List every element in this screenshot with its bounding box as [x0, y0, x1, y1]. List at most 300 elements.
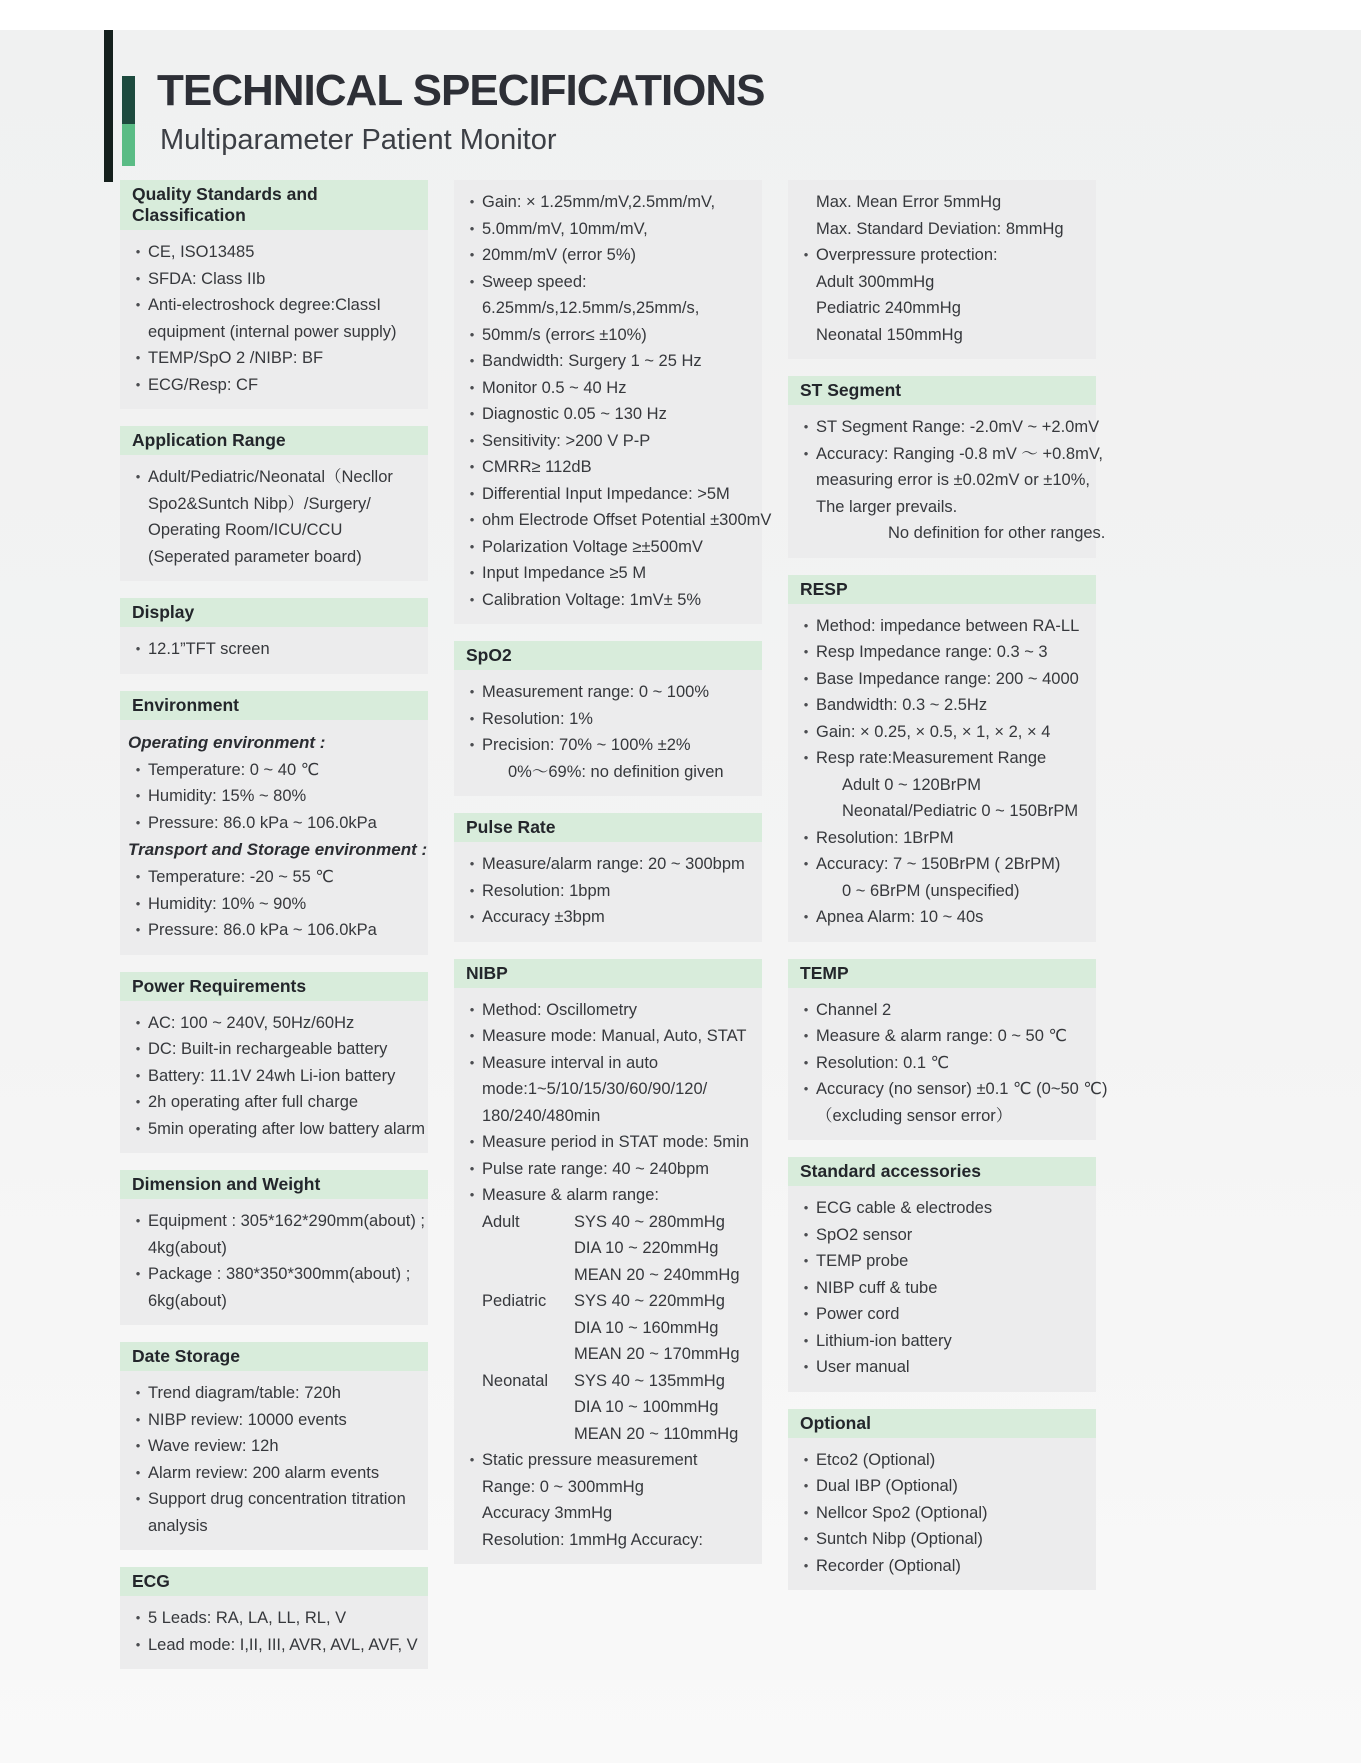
spec-item [462, 189, 754, 216]
spec-item [128, 292, 420, 319]
bullet-icon: • [803, 697, 809, 712]
bullet-icon: • [469, 909, 475, 924]
spec-item-text: Humidity: 10% ~ 90% [148, 894, 307, 913]
bullet-icon: • [803, 1081, 809, 1096]
spec-item [128, 1208, 426, 1235]
spec-item-text: SFDA: Class IIb [148, 269, 266, 288]
spec-item [462, 401, 754, 428]
spec-item [462, 1129, 754, 1156]
bullet-icon: • [803, 856, 809, 871]
bullet-icon: • [135, 761, 141, 777]
bullet-icon: • [469, 1187, 475, 1202]
range-row-value: DIA 10 ~ 100mmHg [574, 1398, 719, 1416]
spec-item-text: Diagnostic 0.05 ~ 130 Hz [482, 405, 667, 423]
section-body [788, 180, 1096, 359]
spec-item-text: 0%～69%: no definition given [508, 762, 724, 781]
bullet-icon: • [135, 895, 141, 911]
spec-item [796, 414, 1100, 441]
spec-item [462, 1447, 754, 1474]
spec-item-text: Suntch Nibp (Optional) [816, 1530, 983, 1548]
section-header: Display [120, 598, 428, 627]
bullet-icon: • [469, 247, 475, 262]
spec-item [796, 1553, 1088, 1580]
section-body [454, 670, 762, 796]
spec-item-text: Accuracy: Ranging -0.8 mV ～ +0.8mV, [816, 444, 1103, 463]
spec-item-text: Pressure: 86.0 kPa ~ 106.0kPa [148, 813, 377, 832]
bullet-icon: • [803, 1200, 809, 1215]
spec-item-text: Precision: 70% ~ 100% ±2% [482, 736, 691, 754]
spec-item-text: Method: impedance between RA-LL [816, 616, 1080, 635]
spec-item [796, 1023, 1088, 1050]
spec-item-text: 20mm/mV (error 5%) [482, 246, 637, 264]
spec-item [128, 1036, 420, 1063]
spec-item [128, 517, 420, 544]
section-body [788, 405, 1106, 558]
spec-item-text: Measure & alarm range: 0 ~ 50 ℃ [816, 1027, 1068, 1045]
spec-item-continuation: equipment (internal power supply) [148, 322, 397, 341]
spec-item [462, 481, 754, 508]
section-body [788, 988, 1108, 1141]
spec-item-text: Polarization Voltage ≥±500mV [482, 537, 703, 556]
spec-item-text: Battery: 11.1V 24wh Li-ion battery [148, 1066, 396, 1085]
bullet-icon: • [135, 922, 141, 937]
bullet-icon: • [135, 1464, 141, 1480]
spec-item [128, 1063, 420, 1090]
spec-item-text: 5.0mm/mV, 10mm/mV, [482, 219, 648, 238]
spec-column-2 [454, 180, 772, 1581]
bullet-icon: • [469, 565, 475, 580]
bullet-icon: • [803, 1451, 809, 1467]
bullet-icon: • [135, 270, 141, 286]
bullet-icon: • [803, 1504, 809, 1520]
range-row-value: MEAN 20 ~ 170mmHg [574, 1345, 740, 1363]
spec-item [128, 636, 420, 663]
spec-range-row [462, 1288, 754, 1315]
range-row-label [482, 1421, 574, 1448]
spec-item-text: CMRR≥ 112dB [482, 458, 592, 476]
section-body [788, 1186, 1096, 1392]
bullet-icon: • [469, 1134, 475, 1149]
bullet-icon: • [135, 469, 141, 484]
range-row-value: MEAN 20 ~ 110mmHg [574, 1424, 739, 1443]
bullet-icon: • [135, 1636, 141, 1652]
bullet-icon: • [135, 1213, 141, 1228]
spec-item-text: No definition for other ranges. [888, 524, 1106, 542]
spec-item-text: Method: Oscillometry [482, 1000, 637, 1019]
spec-item [128, 1288, 420, 1315]
spec-item-continuation: Operating Room/ICU/CCU [148, 521, 343, 539]
spec-item [128, 1513, 420, 1540]
spec-item [462, 322, 754, 349]
spec-item [128, 1010, 420, 1037]
spec-item-continuation: (Seperated parameter board) [148, 547, 362, 566]
section-header: NIBP [454, 959, 762, 988]
section-body [120, 1199, 428, 1325]
spec-item [462, 1474, 754, 1501]
spec-item-text: Nellcor Spo2 (Optional) [816, 1503, 988, 1522]
bullet-icon: • [469, 538, 475, 554]
section-body [120, 455, 428, 581]
bullet-icon: • [135, 869, 141, 884]
spec-item-text: Sweep speed: [482, 272, 587, 291]
spec-item-text: Differential Input Impedance: >5M [482, 484, 730, 503]
bullet-icon: • [135, 1014, 141, 1030]
spec-item-text: NIBP review: 10000 events [148, 1410, 347, 1429]
spec-item-text: 2h operating after full charge [148, 1093, 359, 1111]
spec-item-text: Temperature: -20 ~ 55 ℃ [148, 868, 334, 886]
bullet-icon: • [135, 1385, 141, 1400]
section-temp [788, 959, 1108, 1141]
spec-item-text: Static pressure measurement [482, 1451, 698, 1469]
spec-item [128, 1261, 420, 1288]
spec-item [462, 904, 754, 931]
section-power-requirements [120, 972, 428, 1154]
spec-item-text: Etco2 (Optional) [816, 1450, 936, 1469]
bullet-icon: • [803, 829, 809, 845]
section-quality-standards-and-classification [120, 180, 428, 409]
bullet-icon: • [469, 379, 475, 395]
spec-item [462, 1156, 754, 1183]
spec-item [462, 706, 754, 733]
spec-item-text: Alarm review: 200 alarm events [148, 1463, 380, 1482]
spec-item [128, 757, 420, 784]
spec-item-text: Overpressure protection: [816, 246, 998, 264]
spec-item [462, 997, 754, 1024]
spec-item [462, 534, 754, 561]
spec-item-text: Humidity: 15% ~ 80% [148, 787, 307, 805]
spec-item-text: 12.1”TFT screen [148, 640, 270, 658]
spec-item [128, 239, 420, 266]
spec-item-text: Neonatal/Pediatric 0 ~ 150BrPM [842, 802, 1079, 820]
spec-column-3 [788, 180, 1108, 1607]
spec-item-text: Anti-electroshock degree:ClassI [148, 296, 381, 314]
bullet-icon: • [803, 909, 809, 924]
spec-item [462, 1023, 754, 1050]
bullet-icon: • [469, 1054, 475, 1070]
spec-item-text: Equipment : 305*162*290mm(about) ; [148, 1212, 426, 1230]
bullet-icon: • [803, 1054, 809, 1070]
spec-item-continuation: Pediatric 240mmHg [816, 299, 961, 317]
spec-item [128, 1605, 420, 1632]
bullet-icon: • [469, 1001, 475, 1017]
spec-item [796, 467, 1088, 494]
spec-item [128, 810, 420, 837]
spec-item-continuation: 6.25mm/s,12.5mm/s,25mm/s, [482, 299, 700, 317]
spec-item-text: Adult 0 ~ 120BrPM [842, 775, 981, 794]
spec-columns [120, 180, 1120, 1686]
spec-range-row [462, 1368, 754, 1395]
spec-item [128, 1089, 420, 1116]
spec-item-text: Channel 2 [816, 1000, 892, 1019]
bullet-icon: • [469, 856, 475, 871]
section-untitled [788, 180, 1096, 359]
spec-item [128, 1380, 420, 1407]
section-date-storage [120, 1342, 428, 1550]
section-header: Quality Standards and Classification [120, 180, 428, 230]
spec-item-text: Max. Mean Error 5mmHg [816, 193, 1002, 211]
bullet-icon: • [469, 459, 475, 474]
bullet-icon: • [469, 737, 475, 752]
bullet-icon: • [469, 591, 475, 607]
bullet-icon: • [803, 1279, 809, 1295]
spec-item [796, 666, 1088, 693]
bullet-icon: • [469, 710, 475, 726]
spec-item [796, 441, 1103, 468]
section-header: ST Segment [788, 376, 1096, 405]
range-row-value: SYS 40 ~ 280mmHg [574, 1212, 725, 1231]
section-dimension-and-weight [120, 1170, 428, 1325]
spec-item-text: Accuracy: 7 ~ 150BrPM ( 2BrPM) [816, 855, 1061, 873]
spec-item-text: Calibration Voltage: 1mV± 5% [482, 590, 702, 609]
spec-item [128, 783, 420, 810]
spec-range-row [462, 1209, 754, 1236]
spec-range-row [462, 1315, 754, 1342]
bullet-icon: • [803, 617, 809, 633]
spec-item-continuation: （excluding sensor error） [816, 1106, 1013, 1125]
spec-item-continuation: Adult 300mmHg [816, 272, 935, 291]
spec-item-text: Sensitivity: >200 V P-P [482, 431, 651, 450]
section-header: Application Range [120, 426, 428, 455]
spec-item-text: Support drug concentration titration [148, 1490, 406, 1508]
spec-item [462, 878, 754, 905]
range-row-label: Adult [482, 1212, 520, 1231]
spec-item-text: Resp rate:Measurement Range [816, 749, 1047, 767]
range-row-value: MEAN 20 ~ 240mmHg [574, 1265, 740, 1284]
spec-item [796, 1076, 1108, 1103]
spec-subheading: Operating environment : [128, 732, 326, 752]
spec-item [796, 1328, 1088, 1355]
bullet-icon: • [803, 1306, 809, 1321]
spec-item [128, 917, 420, 944]
spec-item-text: Measure interval in auto [482, 1053, 659, 1072]
section-header: Date Storage [120, 1342, 428, 1371]
bullet-icon: • [135, 788, 141, 803]
spec-item [796, 1447, 1088, 1474]
spec-item-text: ECG cable & electrodes [816, 1199, 993, 1217]
spec-item-text: Measure/alarm range: 20 ~ 300bpm [482, 855, 745, 873]
spec-item [128, 1116, 425, 1143]
bullet-icon: • [803, 750, 809, 765]
spec-item [796, 639, 1088, 666]
spec-item [796, 1500, 1088, 1527]
spec-subheading: Transport and Storage environment : [128, 840, 428, 859]
spec-item [462, 1182, 754, 1209]
spec-item [796, 1473, 1088, 1500]
bullet-icon: • [135, 1266, 141, 1281]
spec-item-text: 5min operating after low battery alarm [148, 1119, 425, 1138]
spec-item-text: DC: Built-in rechargeable battery [148, 1040, 388, 1058]
section-ecg [120, 1567, 428, 1669]
page-subtitle: Multiparameter Patient Monitor [160, 124, 557, 156]
spec-item-continuation: Accuracy 3mmHg [482, 1504, 613, 1522]
spec-item-text: Pressure: 86.0 kPa ~ 106.0kPa [148, 921, 377, 939]
spec-item-continuation: measuring error is ±0.02mV or ±10%, [816, 471, 1090, 489]
spec-range-row [462, 1262, 754, 1289]
spec-item-text: 5 Leads: RA, LA, LL, RL, V [148, 1609, 347, 1627]
spec-item-text: Resp Impedance range: 0.3 ~ 3 [816, 643, 1048, 661]
section-pulse-rate [454, 813, 762, 942]
section-body [454, 842, 762, 942]
spec-item [462, 851, 754, 878]
spec-item [128, 1407, 420, 1434]
bullet-icon: • [469, 194, 475, 209]
spec-item-text: Pulse rate range: 40 ~ 240bpm [482, 1159, 710, 1178]
spec-item-continuation: The larger prevails. [816, 497, 958, 516]
bullet-icon: • [803, 1028, 809, 1043]
bullet-icon: • [469, 512, 475, 527]
spec-item [796, 904, 1088, 931]
section-header: Optional [788, 1409, 1096, 1438]
spec-item-text: 0 ~ 6BrPM (unspecified) [842, 881, 1020, 900]
spec-item-text: Adult/Pediatric/Neonatal（Necllor [148, 468, 393, 486]
spec-item-continuation: mode:1~5/10/15/30/60/90/120/ [482, 1080, 708, 1098]
spec-column-1 [120, 180, 428, 1686]
spec-item-text: Measure period in STAT mode: 5min [482, 1133, 749, 1151]
spec-item [796, 1222, 1088, 1249]
range-row-label [482, 1262, 574, 1289]
spec-item [462, 1050, 754, 1077]
spec-item [462, 242, 754, 269]
spec-item-text: Apnea Alarm: 10 ~ 40s [816, 908, 984, 926]
spec-item-text: Power cord [816, 1305, 900, 1323]
spec-item-text: Measurement range: 0 ~ 100% [482, 683, 710, 701]
spec-item [128, 1632, 420, 1659]
bullet-icon: • [135, 1411, 141, 1427]
section-header: TEMP [788, 959, 1096, 988]
spec-item-text: Temperature: 0 ~ 40 ℃ [148, 760, 320, 779]
spec-item-text: Resolution: 1% [482, 709, 593, 728]
spec-item-text: User manual [816, 1358, 910, 1376]
spec-item-text: Recorder (Optional) [816, 1556, 961, 1575]
range-row-label: Pediatric [482, 1292, 547, 1310]
spec-item-text: Trend diagram/table: 720h [148, 1384, 341, 1402]
spec-item-text: 50mm/s (error≤ ±10%) [482, 325, 647, 344]
range-row-label [482, 1341, 574, 1368]
spec-item-continuation: Range: 0 ~ 300mmHg [482, 1477, 644, 1496]
section-header: ECG [120, 1567, 428, 1596]
spec-item [462, 560, 754, 587]
bullet-icon: • [469, 684, 475, 699]
spec-item-text: Resolution: 0.1 ℃ [816, 1053, 950, 1072]
spec-item-text: Bandwidth: 0.3 ~ 2.5Hz [816, 696, 988, 714]
spec-item [128, 891, 420, 918]
section-resp [788, 575, 1096, 942]
spec-item [796, 613, 1088, 640]
spec-item-text: Accuracy (no sensor) ±0.1 ℃ (0~50 ℃) [816, 1080, 1108, 1098]
section-body [454, 180, 772, 624]
bullet-icon: • [803, 1359, 809, 1374]
range-row-label [482, 1394, 574, 1421]
range-row-value: SYS 40 ~ 135mmHg [574, 1371, 725, 1390]
bullet-icon: • [803, 247, 809, 262]
section-optional [788, 1409, 1096, 1591]
bullet-icon: • [469, 1160, 475, 1176]
spec-item [128, 1486, 420, 1513]
section-spo2 [454, 641, 762, 796]
section-body [454, 988, 762, 1565]
spec-item [128, 1460, 420, 1487]
section-body [120, 627, 428, 674]
spec-item-text: ST Segment Range: -2.0mV ~ +2.0mV [816, 418, 1100, 436]
spec-item [462, 1103, 754, 1130]
bullet-icon: • [135, 1041, 141, 1056]
spec-item [796, 269, 1088, 296]
title-accent-bar-light [122, 124, 135, 166]
section-application-range [120, 426, 428, 581]
bullet-icon: • [469, 326, 475, 342]
range-row-label [482, 1235, 574, 1262]
section-body [788, 1438, 1096, 1591]
spec-item-text: Package : 380*350*300mm(about) ; [148, 1265, 411, 1283]
section-body [120, 720, 428, 955]
range-row-value: SYS 40 ~ 220mmHg [574, 1292, 725, 1310]
bullet-icon: • [803, 1253, 809, 1268]
spec-item-text: Base Impedance range: 200 ~ 4000 [816, 669, 1079, 688]
spec-item [796, 745, 1088, 772]
spec-item [462, 375, 754, 402]
bullet-icon: • [135, 1610, 141, 1625]
spec-range-row [462, 1341, 754, 1368]
section-header: Pulse Rate [454, 813, 762, 842]
spec-item [462, 1500, 754, 1527]
bullet-icon: • [803, 1557, 809, 1573]
range-row-label [482, 1315, 574, 1342]
spec-item [796, 322, 1088, 349]
spec-item-text: AC: 100 ~ 240V, 50Hz/60Hz [148, 1013, 355, 1032]
spec-item [128, 1235, 420, 1262]
section-body [788, 604, 1096, 942]
bullet-icon: • [469, 273, 475, 289]
spec-item [462, 1076, 754, 1103]
spec-item [462, 348, 754, 375]
page-title: TECHNICAL SPECIFICATIONS [157, 66, 765, 115]
bullet-icon: • [803, 445, 809, 461]
bullet-icon: • [803, 644, 809, 659]
spec-item-text: Accuracy ±3bpm [482, 908, 605, 926]
spec-item-text: Monitor 0.5 ~ 40 Hz [482, 378, 627, 397]
bullet-icon: • [469, 1028, 475, 1043]
spec-item [796, 494, 1088, 521]
spec-item-continuation: Neonatal 150mmHg [816, 325, 963, 344]
bullet-icon: • [469, 485, 475, 501]
bullet-icon: • [469, 1452, 475, 1467]
bullet-icon: • [135, 1120, 141, 1136]
spec-item-continuation: 180/240/480min [482, 1106, 601, 1125]
bullet-icon: • [135, 376, 141, 392]
spec-item-continuation: 4kg(about) [148, 1238, 227, 1257]
spec-item-text: Bandwidth: Surgery 1 ~ 25 Hz [482, 352, 702, 370]
bullet-icon: • [803, 1332, 809, 1348]
bullet-icon: • [469, 353, 475, 368]
spec-item [462, 428, 754, 455]
spec-item [796, 997, 1088, 1024]
spec-item [796, 1354, 1088, 1381]
spec-item [462, 269, 754, 296]
title-accent-bar-dark [122, 76, 135, 124]
spec-item [796, 295, 1088, 322]
spec-item-text: SpO2 sensor [816, 1225, 913, 1244]
spec-item [128, 464, 420, 491]
section-header: SpO2 [454, 641, 762, 670]
spec-range-row [462, 1235, 754, 1262]
bullet-icon: • [469, 432, 475, 448]
spec-item-text: Wave review: 12h [148, 1437, 279, 1455]
spec-item-text: Input Impedance ≥5 M [482, 564, 647, 582]
section-header: Environment [120, 691, 428, 720]
spec-item-continuation: 6kg(about) [148, 1291, 227, 1310]
spec-range-row [462, 1421, 754, 1448]
spec-range-row [462, 1394, 754, 1421]
